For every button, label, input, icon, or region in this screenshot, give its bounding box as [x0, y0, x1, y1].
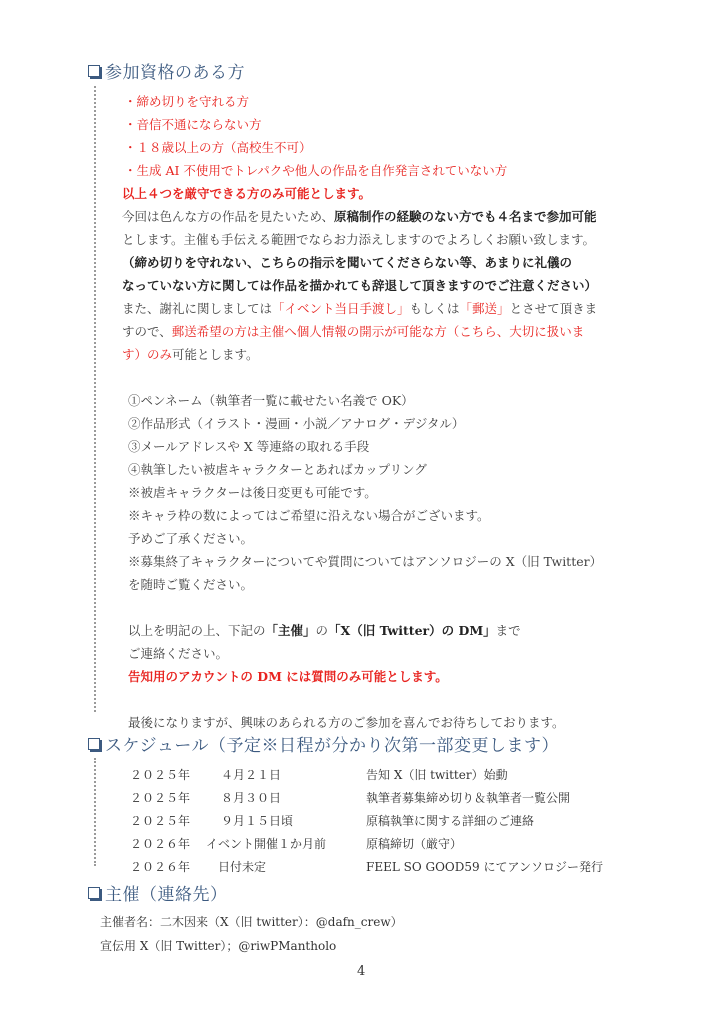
page-number: 4	[357, 964, 366, 979]
contact-line-3: 告知用のアカウントの DM には質問のみ可能とします。	[128, 669, 448, 684]
paragraph-3-line-3: す）のみ可能とします。	[122, 347, 259, 362]
requirement-2: ・音信不通にならない方	[124, 117, 262, 132]
section-heading-eligibility: 参加資格のある方	[88, 58, 245, 83]
checkbox-icon	[88, 887, 100, 899]
note-2: ※キャラ枠の数によってはご希望に沿えない場合がございます。	[128, 508, 490, 523]
section-border-eligibility	[94, 86, 96, 712]
contact-line-2: ご連絡ください。	[128, 646, 229, 661]
list-item-1: ①ペンネーム（執筆者一覧に載せたい名義で OK）	[128, 393, 414, 408]
paragraph-1-line-2: とします。主催も手伝える範囲でならお力添えしますのでよろしくお願い致します。	[122, 232, 596, 247]
paragraph-3-line-2: すので、郵送希望の方は主催へ個人情報の開示が可能な方（こちら、大切に扱いま	[122, 324, 585, 339]
checkbox-icon	[88, 65, 100, 77]
requirement-summary: 以上４つを厳守できる方のみ可能とします。	[122, 186, 372, 201]
list-item-3: ③メールアドレスや X 等連絡の取れる手段	[128, 439, 370, 454]
requirement-1: ・締め切りを守れる方	[124, 94, 250, 109]
section-border-schedule	[94, 758, 96, 866]
note-1: ※被虐キャラクターは後日変更も可能です。	[128, 485, 377, 500]
organizer-contact: 主催者名：二木因来（X（旧 twitter）：@dafn_crew）	[100, 915, 403, 929]
requirement-4: ・生成 AI 不使用でトレパクや他人の作品を自作発言されていない方	[124, 163, 508, 178]
checkbox-icon	[88, 738, 100, 750]
promo-account: 宣伝用 X（旧 Twitter）；@riwPMantholo	[100, 939, 337, 953]
contact-line-1: 以上を明記の上、下記の「主催」の「X（旧 Twitter）の DM」まで	[128, 623, 521, 638]
note-3: 予めご了承ください。	[128, 531, 254, 546]
paragraph-3-line-1: また、謝礼に関しましては「イベント当日手渡し」もしくは「郵送」とさせて頂きま	[122, 301, 598, 316]
note-4: ※募集終了キャラクターについてや質問についてはアンソロジーの X（旧 Twitter）	[128, 554, 603, 569]
paragraph-2-line-1: （締め切りを守れない、こちらの指示を聞いてくださらない等、あまりに礼儀の	[122, 255, 573, 270]
paragraph-2-line-2: なっていない方に関しては作品を描かれても辞退して頂きますのでご注意ください）	[122, 278, 598, 293]
paragraph-1-line-1: 今回は色んな方の作品を見たいため、原稿制作の経験のない方でも４名まで参加可能	[122, 209, 597, 224]
list-item-4: ④執筆したい被虐キャラクターとあればカップリング	[128, 462, 427, 477]
section-heading-schedule: スケジュール（予定※日程が分かり次第一部変更します）	[88, 731, 559, 756]
section-heading-contact: 主催（連絡先）	[88, 880, 228, 905]
list-item-2: ②作品形式（イラスト・漫画・小説／アナログ・デジタル）	[128, 416, 465, 431]
note-5: を随時ご覧ください。	[128, 577, 254, 592]
requirement-3: ・１８歳以上の方（高校生不可）	[124, 140, 312, 155]
document-page: 参加資格のある方 ・締め切りを守れる方 ・音信不通にならない方 ・１８歳以上の方（高校生不可） ・生成 AI 不使用でトレパクや他人の作品を自作発言されていない方 以上４つを厳守できる方のみ可能とします。 今回は色んな方の作品を見たいため、原稿制作の経験のない方でも４名まで参加可能 とします。主催も手伝える範囲でならお力添えしますのでよろしくお願い致します。 （締め切りを守れない、こちらの指示を聞いてくださらない等、あまりに礼儀の なっていない方に関しては作品を描かれても辞退して頂きますのでご注意ください） また、謝礼に関しましては「イベント当日手渡し」もしくは「郵送」とさせて頂きま すので、郵送希望の方は主催へ個人情報の開示が可能な方（こちら、大切に扱いま す）のみ可能とします。 ①ペンネーム（執筆者一覧に載せたい名義で OK） ②作品形式（イラスト・漫画・小説／アナログ・デジタル） ③メールアドレスや X 等連絡の取れる手段 ④執筆したい被虐キャラクターとあればカップリング ※被虐キャラクターは後日変更も可能です。 ※キャラ枠の数によってはご希望に沿えない場合がございます。 予めご了承ください。 ※募集終了キャラクターについてや質問についてはアンソロジーの X（旧 Twitter） を随時ご覧ください。 以上を明記の上、下記の「主催」の「X（旧 Twitter）の DM」まで ご連絡ください。 告知用のアカウントの DM には質問のみ可能とします。 最後になりますが、興味のあられる方のご参加を喜んでお待ちしております。 スケジュール（予定※日程が分かり次第一部変更します） ２０２５年 ４月２１日 告知 X（旧 twitter）始動 ２０２５年 ８月３０日 執筆者募集締め切り＆執筆者一覧公開 ２０２５年 ９月１５日頃 原稿執筆に関する詳細のご連絡 ２０２６年 イベント開催１か月前 原稿締切（厳守） ２０２６年 日付未定 FEEL SO GOOD59 にてアンソロジー発行 主催（連絡先） 主催者名：二木因来（X（旧 twitter）：@dafn_crew） 宣伝用 X（旧 Twitter）；@riwPMantholo 4	[0, 0, 724, 1024]
closing-line: 最後になりますが、興味のあられる方のご参加を喜んでお待ちしております。	[128, 715, 565, 730]
